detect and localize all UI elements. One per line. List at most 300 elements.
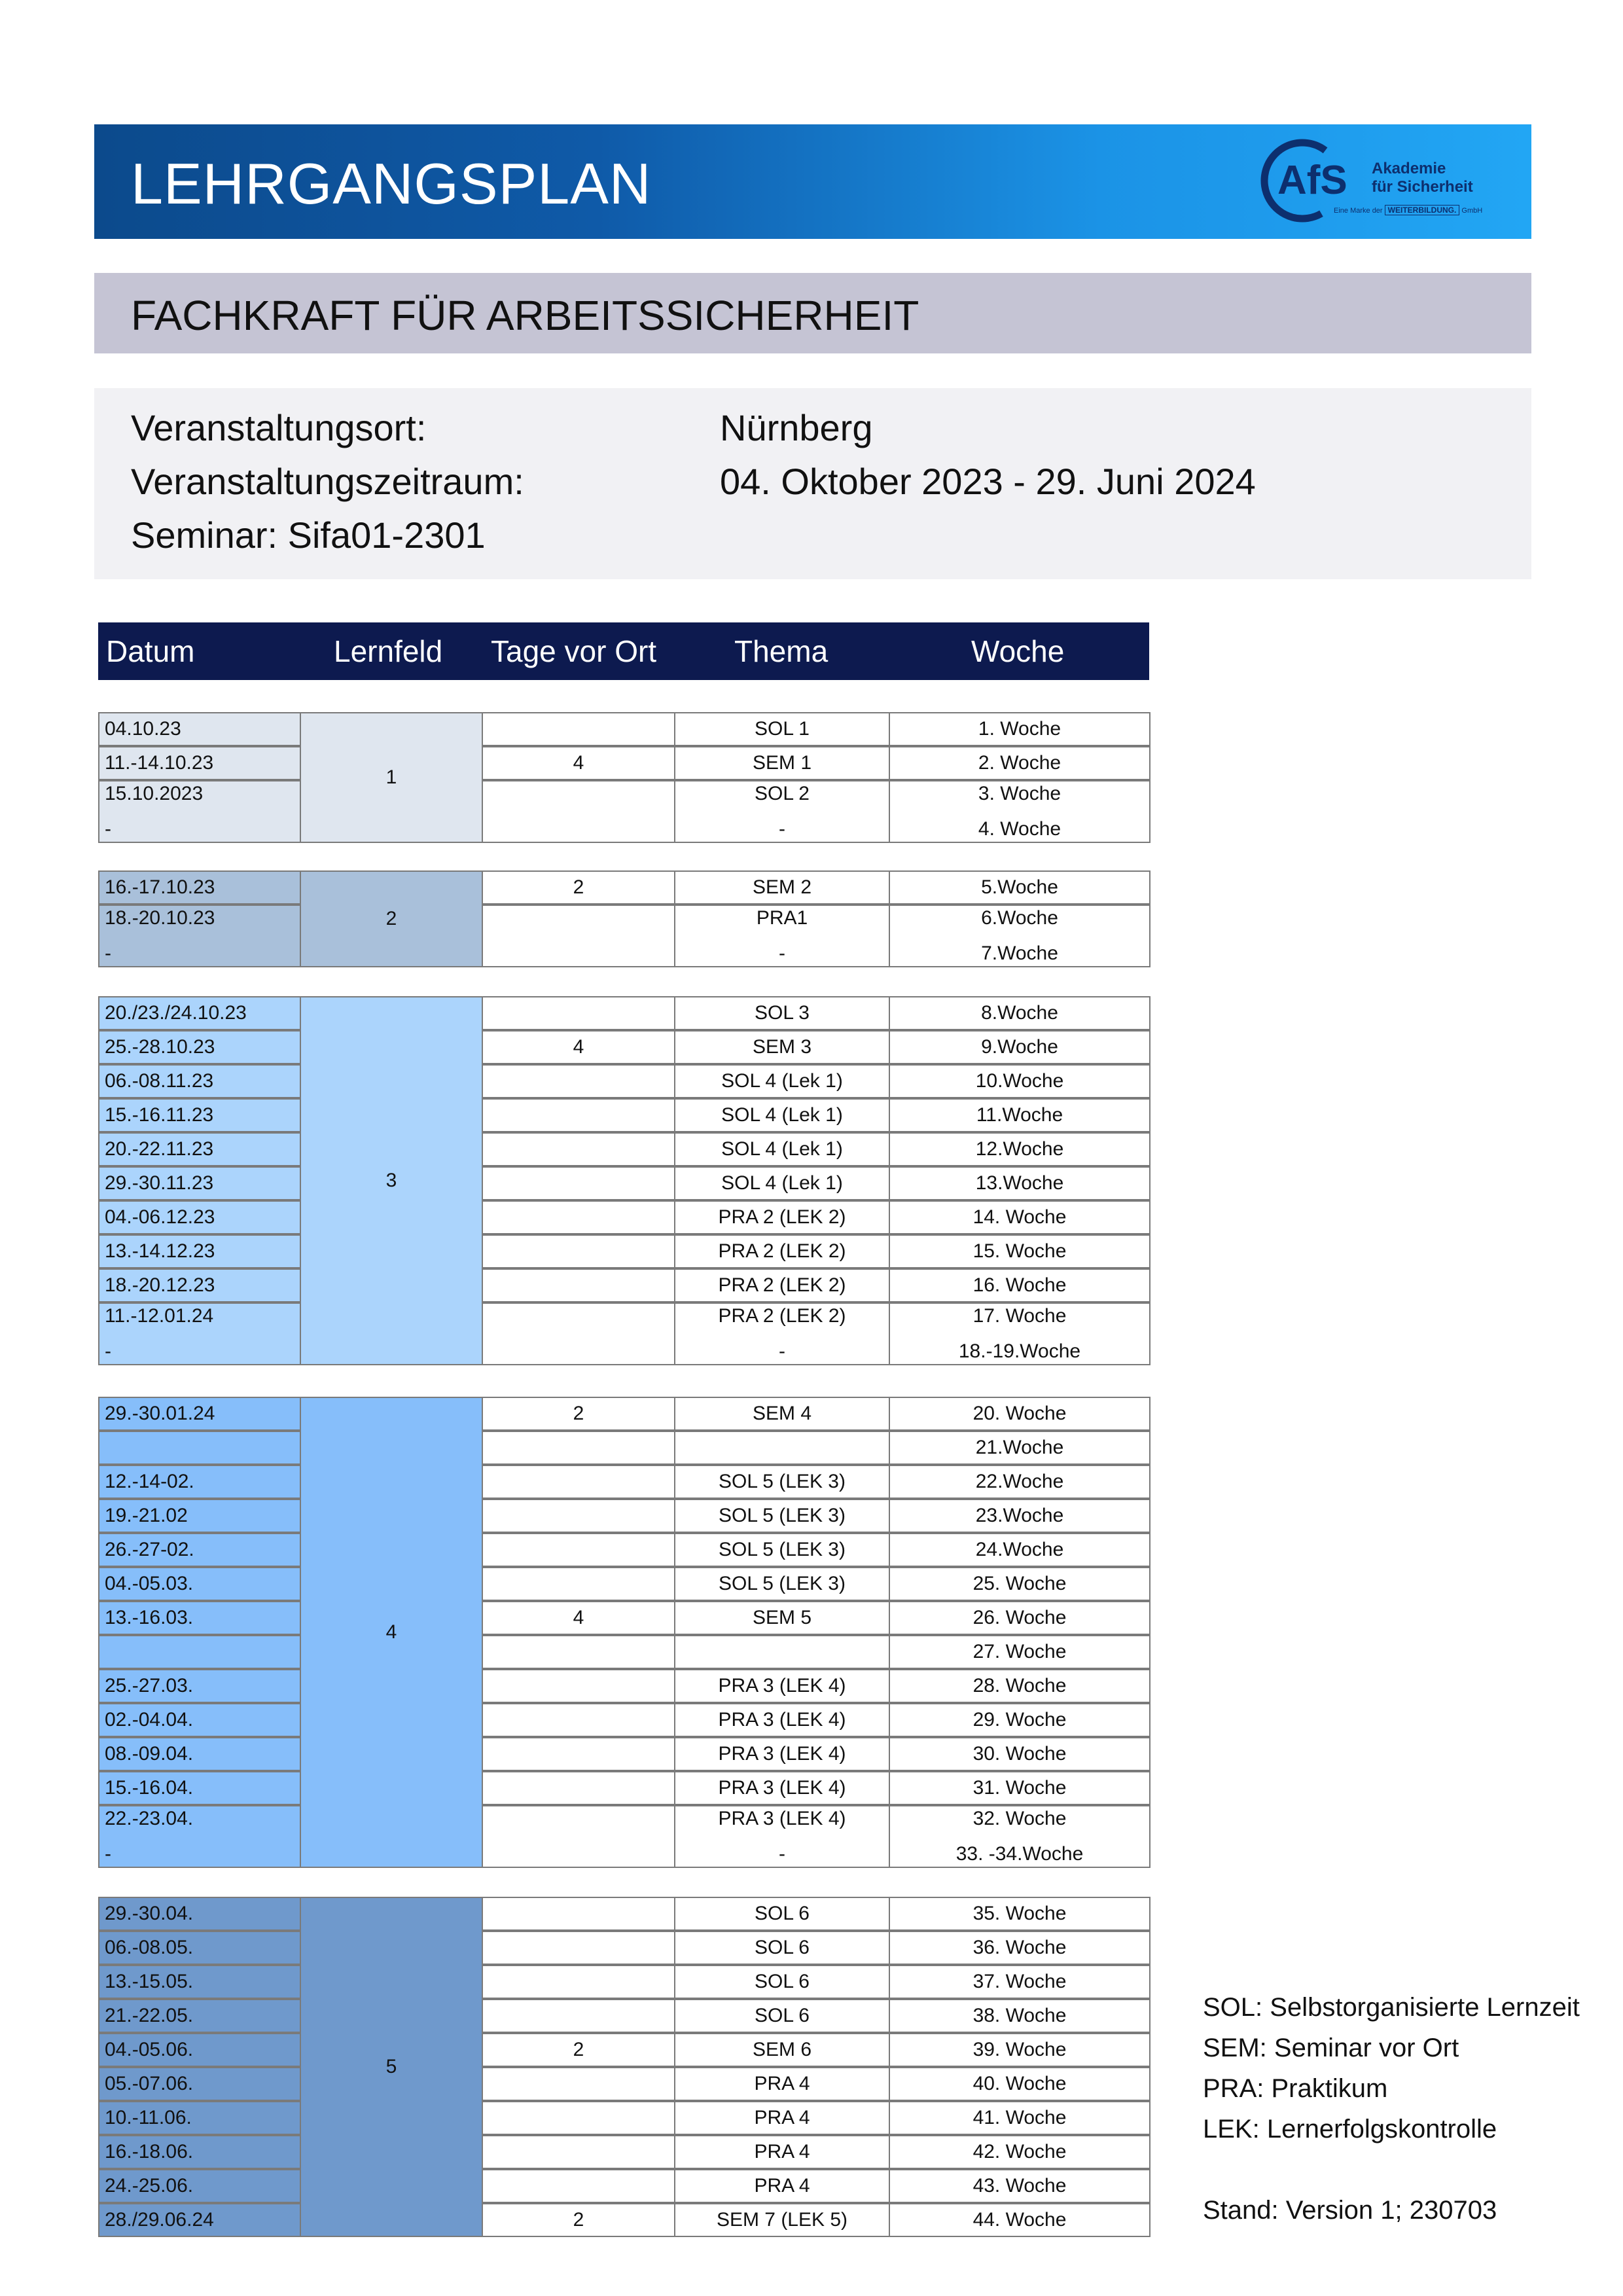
datum-text: 16.-18.06. (105, 2141, 194, 2162)
datum-text: 08.-09.04. (105, 1743, 194, 1765)
woche-text: 35. Woche (972, 1903, 1067, 1924)
col-header-datum: Datum (106, 634, 195, 668)
afs-logo (1255, 134, 1491, 230)
logo-subline (1334, 206, 1482, 215)
woche-text: 43. Woche (972, 2175, 1067, 2197)
tage-cell (482, 1268, 675, 1302)
datum-text: 13.-16.03. (105, 1607, 194, 1628)
thema-text: PRA 4 (754, 2141, 810, 2162)
datum-text: 15.-16.11.23 (105, 1104, 214, 1126)
woche-cell (889, 1302, 1150, 1365)
datum-text: 11.-14.10.23 (105, 752, 214, 774)
course-banner (94, 273, 1531, 353)
thema-text: SOL 4 (Lek 1) (721, 1172, 843, 1194)
info-box (94, 388, 1531, 579)
tage-cell (482, 905, 675, 967)
woche-cell (889, 996, 1150, 1030)
lernfeld-text: 4 (385, 1621, 397, 1643)
datum-cell (98, 1465, 301, 1499)
thema-text: PRA 3 (LEK 4) (718, 1777, 846, 1799)
datum-text: 29.-30.04. (105, 1903, 194, 1924)
tage-cell (482, 1098, 675, 1132)
course-title: FACHKRAFT FÜR ARBEITSSICHERHEIT (131, 292, 919, 339)
thema-text: PRA 2 (LEK 2) (718, 1274, 846, 1296)
thema-text: PRA 2 (LEK 2) (718, 1206, 846, 1228)
tage-cell (482, 1465, 675, 1499)
datum-text: - (105, 1843, 111, 1865)
thema-text: SOL 4 (Lek 1) (721, 1138, 843, 1160)
woche-text: 17. Woche (972, 1305, 1067, 1327)
datum-cell (98, 1737, 301, 1771)
woche-cell (889, 1234, 1150, 1268)
datum-cell (98, 1268, 301, 1302)
datum-cell (98, 1030, 301, 1064)
woche-text: 23.Woche (975, 1505, 1064, 1526)
woche-text: 33. -34.Woche (955, 1843, 1084, 1865)
woche-text: 20. Woche (972, 1403, 1067, 1424)
woche-text: 7.Woche (981, 942, 1058, 964)
woche-text: 27. Woche (972, 1641, 1067, 1662)
datum-text: 28./29.06.24 (105, 2209, 214, 2231)
woche-cell (889, 1931, 1150, 1965)
tage-cell (482, 1703, 675, 1737)
thema-text: SEM 7 (LEK 5) (716, 2209, 848, 2231)
datum-cell (98, 905, 301, 967)
datum-text: 06.-08.05. (105, 1937, 194, 1958)
woche-cell (889, 2135, 1150, 2169)
thema-text: PRA 3 (LEK 4) (718, 1675, 846, 1696)
thema-text: SEM 5 (752, 1607, 812, 1628)
thema-cell (674, 712, 890, 746)
thema-text: - (779, 942, 785, 964)
thema-cell (674, 2033, 890, 2067)
tage-cell (482, 1635, 675, 1669)
datum-cell (98, 1431, 301, 1465)
woche-text: 25. Woche (972, 1573, 1067, 1594)
woche-text: 44. Woche (972, 2209, 1067, 2231)
thema-cell (674, 1397, 890, 1431)
datum-cell (98, 1132, 301, 1166)
datum-text: 29.-30.01.24 (105, 1403, 215, 1424)
thema-cell (674, 1635, 890, 1669)
woche-cell (889, 1465, 1150, 1499)
tage-cell (482, 870, 675, 905)
thema-text: SOL 1 (755, 718, 810, 740)
thema-cell (674, 1499, 890, 1533)
woche-cell (889, 1669, 1150, 1703)
thema-text: SOL 5 (LEK 3) (719, 1505, 846, 1526)
thema-cell (674, 1897, 890, 1931)
lernfeld-text: 3 (385, 1170, 397, 1191)
datum-cell (98, 1965, 301, 1999)
woche-cell (889, 1533, 1150, 1567)
datum-cell (98, 1302, 301, 1365)
tage-cell (482, 1234, 675, 1268)
thema-cell (674, 1805, 890, 1868)
tage-cell (482, 1771, 675, 1805)
lernfeld-text: 1 (385, 766, 397, 788)
thema-text: SEM 4 (752, 1403, 812, 1424)
datum-text: 21.-22.05. (105, 2005, 194, 2026)
woche-text: 5.Woche (981, 876, 1058, 898)
woche-text: 31. Woche (972, 1777, 1067, 1799)
tage-cell (482, 1132, 675, 1166)
tage-text: 2 (573, 2209, 584, 2231)
thema-cell (674, 780, 890, 843)
datum-cell (98, 1200, 301, 1234)
datum-text: 05.-07.06. (105, 2073, 194, 2094)
thema-cell (674, 1166, 890, 1200)
lernfeld-text: 5 (385, 2056, 397, 2077)
woche-cell (889, 1064, 1150, 1098)
woche-text: 26. Woche (972, 1607, 1067, 1628)
thema-text: PRA 3 (LEK 4) (718, 1808, 846, 1829)
thema-text: SEM 1 (752, 752, 812, 774)
legend-pra: PRA: Praktikum (1203, 2074, 1388, 2103)
location-value: Nürnberg (720, 407, 873, 448)
woche-cell (889, 1737, 1150, 1771)
tage-cell (482, 1965, 675, 1999)
woche-text: 16. Woche (972, 1274, 1067, 1296)
seminar-id: Seminar: Sifa01-2301 (131, 514, 486, 556)
woche-text: 38. Woche (972, 2005, 1067, 2026)
datum-cell (98, 712, 301, 746)
datum-text: 18.-20.12.23 (105, 1274, 215, 1296)
woche-text: 30. Woche (972, 1743, 1067, 1765)
thema-text: SEM 6 (752, 2039, 812, 2060)
woche-cell (889, 1030, 1150, 1064)
datum-cell (98, 1601, 301, 1635)
datum-text: - (105, 1340, 111, 1362)
thema-cell (674, 1931, 890, 1965)
woche-text: 4. Woche (978, 818, 1061, 840)
datum-cell (98, 1499, 301, 1533)
thema-cell (674, 1268, 890, 1302)
datum-cell (98, 1703, 301, 1737)
thema-cell (674, 1132, 890, 1166)
datum-cell (98, 1533, 301, 1567)
datum-text: 22.-23.04. (105, 1808, 194, 1829)
tage-cell (482, 1166, 675, 1200)
datum-text: 16.-17.10.23 (105, 876, 215, 898)
woche-cell (889, 2203, 1150, 2237)
datum-text: 11.-12.01.24 (105, 1305, 214, 1327)
datum-text: 20.-22.11.23 (105, 1138, 214, 1160)
thema-cell (674, 1965, 890, 1999)
thema-text: SOL 6 (755, 1937, 810, 1958)
woche-cell (889, 2101, 1150, 2135)
woche-text: 14. Woche (972, 1206, 1067, 1228)
datum-cell (98, 1635, 301, 1669)
woche-cell (889, 1397, 1150, 1431)
tage-cell (482, 1669, 675, 1703)
thema-cell (674, 2135, 890, 2169)
datum-cell (98, 1166, 301, 1200)
col-header-thema: Thema (734, 634, 829, 668)
woche-cell (889, 2067, 1150, 2101)
datum-cell (98, 746, 301, 780)
woche-text: 6.Woche (981, 907, 1058, 929)
datum-cell (98, 870, 301, 905)
datum-text: 25.-28.10.23 (105, 1036, 215, 1058)
datum-text: 12.-14-02. (105, 1471, 194, 1492)
tage-text: 2 (573, 2039, 584, 2060)
thema-text: PRA 3 (LEK 4) (718, 1709, 846, 1731)
tage-cell (482, 2067, 675, 2101)
woche-cell (889, 1771, 1150, 1805)
datum-text: 04.-05.03. (105, 1573, 194, 1594)
woche-text: 42. Woche (972, 2141, 1067, 2162)
tage-cell (482, 1897, 675, 1931)
tage-cell (482, 1533, 675, 1567)
woche-text: 37. Woche (972, 1971, 1067, 1992)
datum-text: 20./23./24.10.23 (105, 1002, 247, 1024)
tage-cell (482, 2169, 675, 2203)
thema-text: - (779, 1843, 785, 1865)
lernfeld-cell (300, 870, 483, 967)
lernfeld-cell (300, 1397, 483, 1868)
woche-text: 8.Woche (981, 1002, 1058, 1024)
datum-text: 15.10.2023 (105, 783, 204, 804)
woche-text: 21.Woche (975, 1437, 1064, 1458)
datum-cell (98, 1098, 301, 1132)
tage-cell (482, 1030, 675, 1064)
datum-text: 04.-05.06. (105, 2039, 194, 2060)
datum-text: 06.-08.11.23 (105, 1070, 214, 1092)
lernfeld-cell (300, 996, 483, 1365)
thema-cell (674, 1533, 890, 1567)
tage-cell (482, 1805, 675, 1868)
woche-text: 36. Woche (972, 1937, 1067, 1958)
tage-cell (482, 1737, 675, 1771)
woche-text: 28. Woche (972, 1675, 1067, 1696)
thema-text: SOL 3 (755, 1002, 810, 1024)
version-stand: Stand: Version 1; 230703 (1203, 2196, 1497, 2225)
thema-cell (674, 996, 890, 1030)
tage-cell (482, 746, 675, 780)
thema-cell (674, 1465, 890, 1499)
woche-cell (889, 1965, 1150, 1999)
datum-cell (98, 1234, 301, 1268)
woche-text: 2. Woche (978, 752, 1061, 774)
tage-text: 4 (573, 1607, 584, 1628)
woche-text: 3. Woche (978, 783, 1061, 804)
thema-cell (674, 1200, 890, 1234)
datum-text: 13.-14.12.23 (105, 1240, 215, 1262)
woche-cell (889, 870, 1150, 905)
thema-cell (674, 1737, 890, 1771)
woche-text: 15. Woche (972, 1240, 1067, 1262)
woche-text: 29. Woche (972, 1709, 1067, 1731)
datum-text: 02.-04.04. (105, 1709, 194, 1731)
tage-cell (482, 1431, 675, 1465)
lernfeld-cell (300, 712, 483, 843)
thema-cell (674, 1431, 890, 1465)
thema-text: PRA 4 (754, 2107, 810, 2128)
tage-cell (482, 1200, 675, 1234)
datum-text: 18.-20.10.23 (105, 907, 215, 929)
woche-cell (889, 1166, 1150, 1200)
tage-cell (482, 1302, 675, 1365)
page-title: LEHRGANGSPLAN (131, 151, 652, 216)
legend-sol: SOL: Selbstorganisierte Lernzeit (1203, 1993, 1580, 2022)
location-label: Veranstaltungsort: (131, 407, 427, 448)
tage-text: 2 (573, 1403, 584, 1424)
woche-text: 32. Woche (972, 1808, 1067, 1829)
woche-text: 11.Woche (976, 1104, 1063, 1126)
thema-cell (674, 1064, 890, 1098)
tage-cell (482, 1999, 675, 2033)
datum-cell (98, 1064, 301, 1098)
woche-cell (889, 1567, 1150, 1601)
datum-cell (98, 1397, 301, 1431)
logo-brand: AfS (1277, 158, 1347, 203)
woche-cell (889, 1098, 1150, 1132)
thema-cell (674, 1669, 890, 1703)
woche-cell (889, 1431, 1150, 1465)
woche-cell (889, 1703, 1150, 1737)
thema-cell (674, 1999, 890, 2033)
datum-cell (98, 2169, 301, 2203)
datum-cell (98, 2203, 301, 2237)
tage-cell (482, 1499, 675, 1533)
woche-text: 13.Woche (975, 1172, 1064, 1194)
thema-text: SOL 6 (755, 1903, 810, 1924)
woche-text: 18.-19.Woche (958, 1340, 1081, 1362)
datum-cell (98, 780, 301, 843)
tage-cell (482, 1931, 675, 1965)
thema-cell (674, 2067, 890, 2101)
thema-cell (674, 1703, 890, 1737)
thema-cell (674, 1567, 890, 1601)
logo-sub-box: WEITERBILDUNG. (1385, 205, 1460, 215)
thema-cell (674, 905, 890, 967)
woche-cell (889, 746, 1150, 780)
woche-text: 12.Woche (975, 1138, 1064, 1160)
tage-text: 2 (573, 876, 584, 898)
datum-text: - (105, 818, 111, 840)
logo-line-1: Akademie (1372, 160, 1446, 177)
woche-text: 9.Woche (981, 1036, 1058, 1058)
datum-text: 04.10.23 (105, 718, 181, 740)
woche-cell (889, 1499, 1150, 1533)
lernfeld-text: 2 (385, 908, 397, 929)
thema-text: PRA1 (756, 907, 808, 929)
title-banner (94, 124, 1531, 239)
tage-cell (482, 2101, 675, 2135)
tage-cell (482, 2135, 675, 2169)
thema-cell (674, 2203, 890, 2237)
woche-cell (889, 780, 1150, 843)
woche-cell (889, 2169, 1150, 2203)
thema-text: SOL 5 (LEK 3) (719, 1471, 846, 1492)
tage-cell (482, 1567, 675, 1601)
datum-cell (98, 1805, 301, 1868)
tage-cell (482, 1397, 675, 1431)
tage-text: 4 (573, 1036, 584, 1058)
datum-cell (98, 996, 301, 1030)
woche-cell (889, 1132, 1150, 1166)
datum-cell (98, 2033, 301, 2067)
woche-text: 10.Woche (975, 1070, 1064, 1092)
thema-text: PRA 4 (754, 2175, 810, 2197)
tage-cell (482, 1064, 675, 1098)
col-header-woche: Woche (971, 634, 1065, 668)
thema-cell (674, 1098, 890, 1132)
tage-cell (482, 2203, 675, 2237)
thema-text: PRA 4 (754, 2073, 810, 2094)
thema-cell (674, 1771, 890, 1805)
logo-wordmark (1372, 160, 1473, 196)
thema-text: SOL 4 (Lek 1) (721, 1104, 843, 1126)
legend-lek: LEK: Lernerfolgskontrolle (1203, 2115, 1497, 2144)
thema-text: SOL 5 (LEK 3) (719, 1539, 846, 1560)
thema-text: - (779, 818, 785, 840)
thema-text: PRA 2 (LEK 2) (718, 1305, 846, 1327)
logo-sub-suffix: GmbH (1461, 207, 1483, 215)
thema-cell (674, 1234, 890, 1268)
woche-text: 1. Woche (978, 718, 1061, 740)
thema-text: SOL 2 (755, 783, 810, 804)
woche-text: 39. Woche (972, 2039, 1067, 2060)
logo-line-2: für Sicherheit (1372, 178, 1473, 196)
woche-cell (889, 1268, 1150, 1302)
tage-text: 4 (573, 752, 584, 774)
woche-cell (889, 1999, 1150, 2033)
woche-text: 40. Woche (972, 2073, 1067, 2094)
thema-text: SOL 6 (755, 1971, 810, 1992)
thema-cell (674, 1601, 890, 1635)
datum-text: 26.-27-02. (105, 1539, 194, 1560)
thema-cell (674, 1030, 890, 1064)
datum-text: - (105, 942, 111, 964)
datum-text: 24.-25.06. (105, 2175, 194, 2197)
period-value: 04. Oktober 2023 - 29. Juni 2024 (720, 461, 1256, 502)
tage-cell (482, 712, 675, 746)
datum-cell (98, 2135, 301, 2169)
thema-text: PRA 3 (LEK 4) (718, 1743, 846, 1765)
woche-cell (889, 1601, 1150, 1635)
datum-cell (98, 2101, 301, 2135)
woche-cell (889, 1200, 1150, 1234)
thema-text: SEM 2 (752, 876, 812, 898)
woche-text: 41. Woche (972, 2107, 1067, 2128)
tage-cell (482, 1601, 675, 1635)
period-label: Veranstaltungszeitraum: (131, 461, 524, 502)
woche-cell (889, 1805, 1150, 1868)
woche-text: 24.Woche (975, 1539, 1064, 1560)
woche-cell (889, 712, 1150, 746)
datum-cell (98, 2067, 301, 2101)
woche-cell (889, 2033, 1150, 2067)
thema-text: - (779, 1340, 785, 1362)
woche-cell (889, 1897, 1150, 1931)
datum-text: 25.-27.03. (105, 1675, 194, 1696)
woche-cell (889, 1635, 1150, 1669)
table-header (98, 622, 1149, 680)
col-header-lernfeld: Lernfeld (334, 634, 443, 668)
datum-text: 29.-30.11.23 (105, 1172, 214, 1194)
lernfeld-cell (300, 1897, 483, 2237)
afs-logo-mark (1255, 134, 1373, 230)
tage-cell (482, 2033, 675, 2067)
datum-text: 15.-16.04. (105, 1777, 194, 1799)
datum-text: 19.-21.02 (105, 1505, 188, 1526)
datum-cell (98, 1931, 301, 1965)
thema-text: SEM 3 (752, 1036, 812, 1058)
thema-cell (674, 870, 890, 905)
woche-text: 22.Woche (975, 1471, 1064, 1492)
